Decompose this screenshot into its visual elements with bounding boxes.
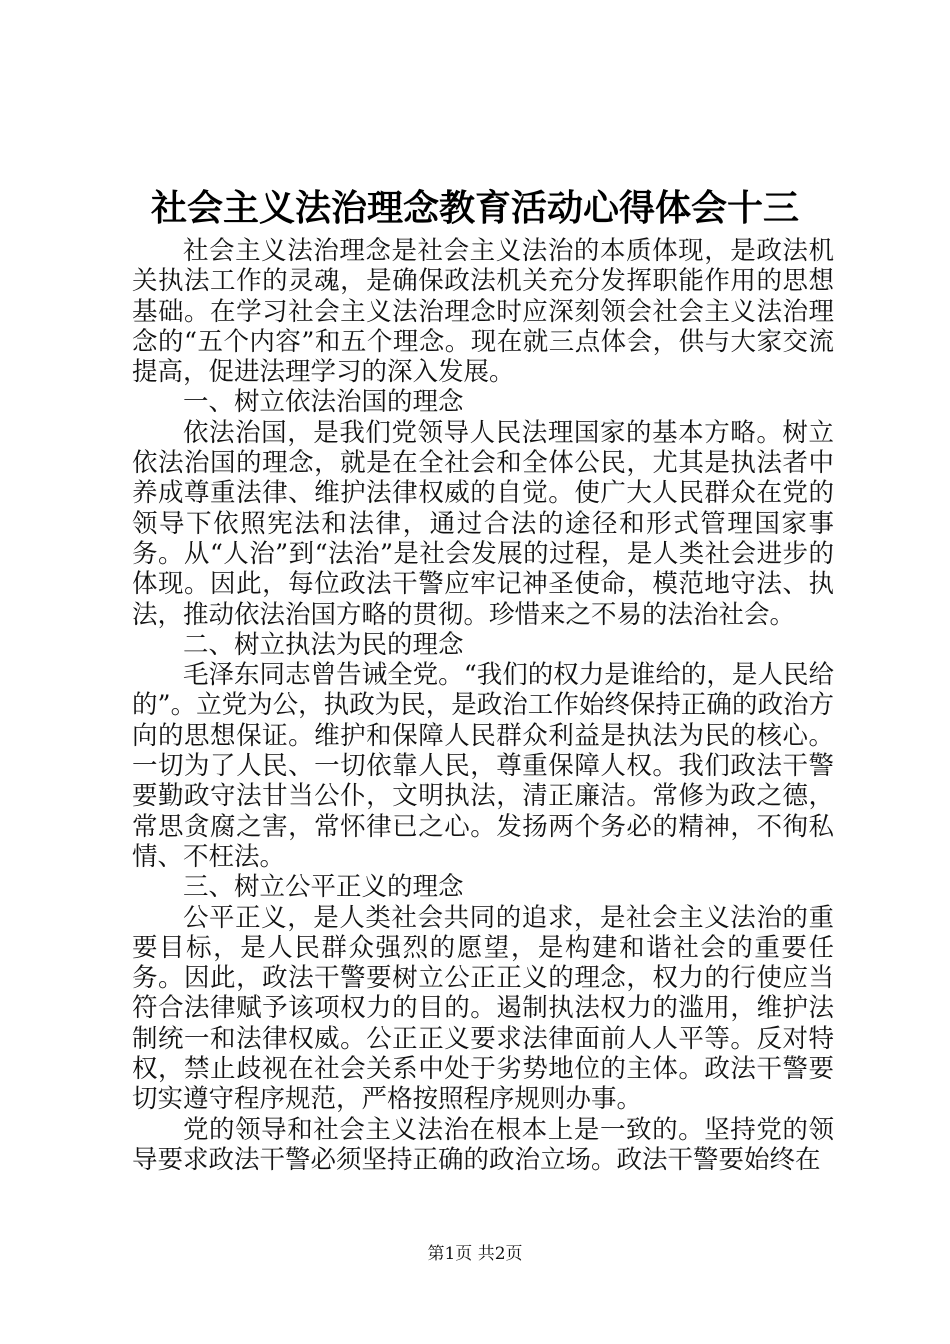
paragraph-section-2: 毛泽东同志曾告诫全党。“我们的权力是谁给的，是人民给的”。立党为公，执政为民，是政治工作始终保持正确的政治方向的思想保证。维护和保障人民群众利益是执法为民的核心。一切为了人民、一切依靠人民，尊重保障人权。我们政法干警要勤政守法甘当公仆，文明执法，清正廉洁。常修为政之德，常思贪腐之害，常怀律已之心。发扬两个务必的精神，不徇私情、不枉法。 — [132, 660, 834, 872]
section-heading-2: 二、树立执法为民的理念 — [183, 629, 464, 660]
document-body — [132, 236, 834, 1175]
document-title: 社会主义法治理念教育活动心得体会十三 — [150, 188, 799, 229]
page-footer: 第1页 共2页 — [427, 1244, 523, 1264]
section-heading-3: 三、树立公平正义的理念 — [183, 872, 464, 903]
paragraph-section-3: 公平正义，是人类社会共同的追求，是社会主义法治的重要目标，是人民群众强烈的愿望，是构建和谐社会的重要任务。因此，政法干警要树立公正正义的理念，权力的行使应当符合法律赋予该项权力的目的。遏制执法权力的滥用，维护法制统一和法律权威。公正正义要求法律面前人人平等。反对特权，禁止歧视在社会关系中处于劣势地位的主体。政法干警要切实遵守程序规范，严格按照程序规则办事。 — [132, 902, 834, 1115]
section-heading-1: 一、树立依法治国的理念 — [183, 387, 464, 418]
paragraph-section-1: 依法治国，是我们党领导人民法理国家的基本方略。树立依法治国的理念，就是在全社会和全体公民，尤其是执法者中养成尊重法律、维护法律权威的自觉。使广大人民群众在党的领导下依照宪法和法律，通过合法的途径和形式管理国家事务。从“人治”到“法治”是社会发展的过程，是人类社会进步的体现。因此，每位政法干警应牢记神圣使命，模范地守法、执法，推动依法治国方略的贯彻。珍惜来之不易的法治社会。 — [132, 417, 834, 630]
paragraph-intro: 社会主义法治理念是社会主义法治的本质体现，是政法机关执法工作的灵魂，是确保政法机关充分发挥职能作用的思想基础。在学习社会主义法治理念时应深刻领会社会主义法治理念的“五个内容”和五个理念。现在就三点体会，供与大家交流提高，促进法理学习的深入发展。 — [132, 236, 834, 388]
paragraph-closing: 党的领导和社会主义法治在根本上是一致的。坚持党的领导要求政法干警必须坚持正确的政治立场。政法干警要始终在 — [132, 1114, 834, 1175]
